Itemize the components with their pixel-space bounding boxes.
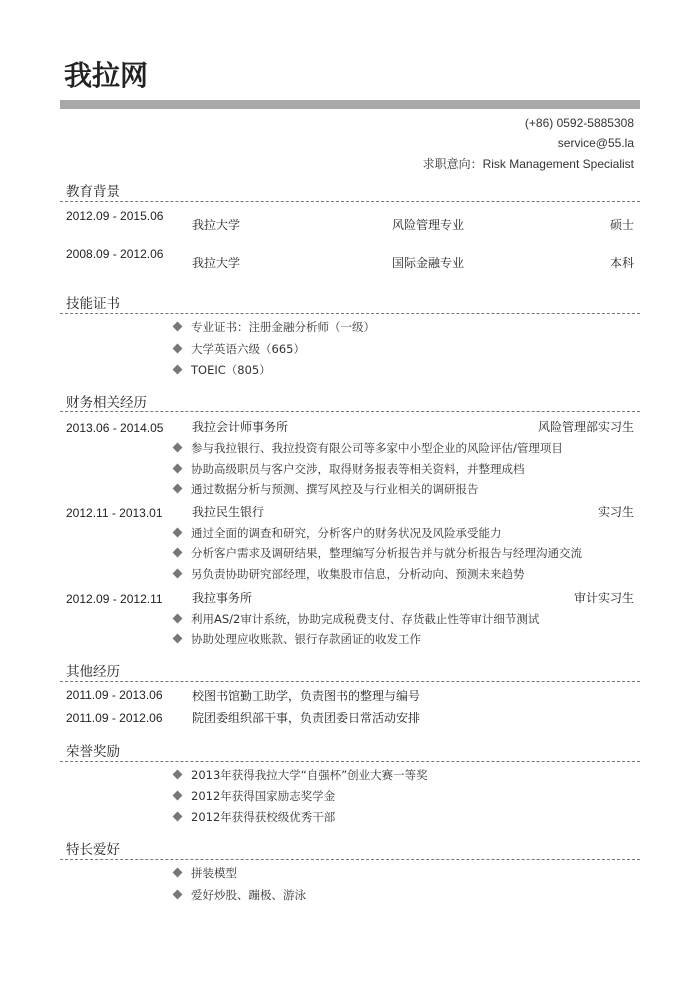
section-hobbies-title: 特长爱好: [66, 842, 120, 858]
hobby-item: [174, 887, 306, 903]
experience-item-text: 参与我拉银行、我拉投资有限公司等多家中小型企业的风险评估/管理项目: [191, 441, 563, 455]
hobby-text: 爱好炒股、蹦极、游泳: [191, 888, 306, 902]
email: service@55.la: [557, 136, 634, 150]
diamond-bullet-icon: [173, 464, 183, 474]
experience-item-text: 分析客户需求及调研结果，整理编写分析报告并与就分析报告与经理沟通交流: [191, 546, 582, 560]
phone: (+86) 0592-5885308: [524, 116, 634, 130]
section-divider: [60, 201, 640, 202]
diamond-bullet-icon: [173, 890, 183, 900]
experience-item: [174, 461, 525, 477]
honor-text: 2013年获得我拉大学“自强杯”创业大赛一等奖: [191, 768, 428, 782]
other-text: 校图书馆勤工助学，负责图书的整理与编号: [192, 689, 421, 703]
skill-text: 专业证书：注册金融分析师（一级）: [191, 320, 375, 334]
hobby-item: [174, 865, 237, 881]
other-date: 2011.09 - 2012.06: [66, 711, 163, 725]
education-date: 2008.09 - 2012.06: [66, 247, 164, 261]
diamond-bullet-icon: [173, 770, 183, 780]
experience-item: [174, 611, 539, 627]
hobby-text: 拼装模型: [191, 866, 237, 880]
experience-item-text: 通过全面的调查和研究，分析客户的财务状况及风险承受能力: [191, 526, 502, 540]
experience-date: 2013.06 - 2014.05: [66, 421, 164, 435]
skill-text: TOEIC（805）: [191, 363, 271, 377]
skill-item: [174, 319, 375, 335]
diamond-bullet-icon: [173, 812, 183, 822]
experience-item-text: 协助高级职员与客户交涉，取得财务报表等相关资料，并整理成档: [191, 462, 525, 476]
diamond-bullet-icon: [173, 548, 183, 558]
diamond-bullet-icon: [173, 344, 183, 354]
skill-item: [174, 341, 305, 357]
header-bar: [60, 100, 640, 109]
education-major: 国际金融专业: [392, 256, 465, 270]
diamond-bullet-icon: [173, 791, 183, 801]
experience-company: 我拉会计师事务所: [192, 420, 289, 434]
experience-role: 审计实习生: [573, 591, 634, 605]
skill-item: [174, 362, 271, 378]
education-date: 2012.09 - 2015.06: [66, 209, 164, 223]
experience-item-text: 利用AS/2审计系统，协助完成税费支付、存货截止性等审计细节测试: [191, 612, 540, 626]
honor-item: [174, 809, 335, 825]
experience-item-text: 协助处理应收账款、银行存款函证的收发工作: [191, 632, 421, 646]
honor-text: 2012年获得国家励志奖学金: [191, 789, 336, 803]
experience-item: [174, 481, 479, 497]
education-school: 我拉大学: [192, 218, 241, 232]
experience-date: 2012.09 - 2012.11: [66, 592, 163, 606]
section-honors-title: 荣誉奖励: [66, 744, 120, 760]
job-objective: 求职意向：Risk Management Specialist: [422, 157, 634, 171]
diamond-bullet-icon: [173, 528, 183, 538]
section-divider: [60, 313, 640, 314]
diamond-bullet-icon: [173, 484, 183, 494]
diamond-bullet-icon: [173, 614, 183, 624]
section-divider: [60, 411, 640, 412]
education-major: 风险管理专业: [392, 218, 465, 232]
experience-item: [174, 545, 582, 561]
education-school: 我拉大学: [192, 256, 241, 270]
experience-role: 风险管理部实习生: [537, 420, 634, 434]
experience-item-text: 另负责协助研究部经理，收集股市信息，分析动向、预测未来趋势: [191, 567, 525, 581]
experience-item: [174, 566, 525, 582]
resume-name: 我拉网: [64, 59, 149, 92]
honor-item: [174, 767, 428, 783]
other-text: 院团委组织部干事，负责团委日常活动安排: [192, 711, 421, 725]
experience-item: [174, 440, 563, 456]
section-divider: [60, 859, 640, 860]
experience-item: [174, 525, 502, 541]
section-divider: [60, 681, 640, 682]
skill-text: 大学英语六级（665）: [191, 342, 305, 356]
diamond-bullet-icon: [173, 634, 183, 644]
section-skills-title: 技能证书: [66, 296, 120, 312]
section-education-title: 教育背景: [66, 184, 120, 200]
honor-text: 2012年获得获校级优秀干部: [191, 810, 336, 824]
diamond-bullet-icon: [173, 322, 183, 332]
experience-role: 实习生: [597, 505, 634, 519]
diamond-bullet-icon: [173, 365, 183, 375]
experience-item: [174, 631, 421, 647]
experience-company: 我拉事务所: [192, 591, 253, 605]
experience-company: 我拉民生银行: [192, 505, 265, 519]
section-finance-title: 财务相关经历: [66, 395, 147, 411]
diamond-bullet-icon: [173, 868, 183, 878]
education-degree: 硕士: [609, 218, 634, 232]
other-date: 2011.09 - 2013.06: [66, 688, 163, 702]
education-degree: 本科: [609, 256, 634, 270]
honor-item: [174, 788, 335, 804]
diamond-bullet-icon: [173, 569, 183, 579]
diamond-bullet-icon: [173, 443, 183, 453]
section-other-title: 其他经历: [66, 664, 120, 680]
experience-item-text: 通过数据分析与预测、撰写风控及与行业相关的调研报告: [191, 482, 479, 496]
experience-date: 2012.11 - 2013.01: [66, 506, 163, 520]
section-divider: [60, 761, 640, 762]
